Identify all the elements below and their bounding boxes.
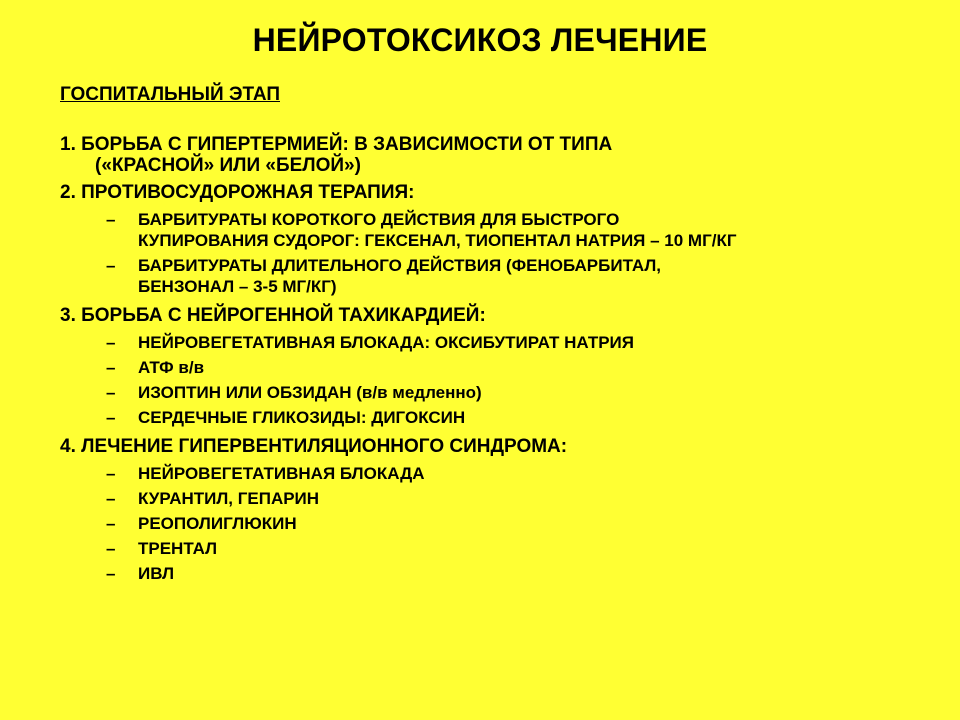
sub-item bbox=[60, 513, 920, 534]
sub-item bbox=[60, 488, 920, 509]
sub-item-text: СЕРДЕЧНЫЕ ГЛИКОЗИДЫ: ДИГОКСИН bbox=[138, 408, 466, 427]
sub-item-text: АТФ в/в bbox=[138, 358, 205, 377]
dash-bullet: – bbox=[106, 408, 116, 427]
sub-item-text: БАРБИТУРАТЫ КОРОТКОГО ДЕЙСТВИЯ ДЛЯ БЫСТРОГО bbox=[138, 210, 620, 229]
sub-item-text: ИВЛ bbox=[138, 564, 175, 583]
list-item-3-sublist bbox=[60, 332, 920, 428]
sub-item-text: БАРБИТУРАТЫ ДЛИТЕЛЬНОГО ДЕЙСТВИЯ (ФЕНОБАРБИТАЛ, bbox=[138, 256, 662, 275]
sub-item-text-continued: КУПИРОВАНИЯ СУДОРОГ: ГЕКСЕНАЛ, ТИОПЕНТАЛ НАТРИЯ – 10 МГ/КГ bbox=[138, 231, 737, 250]
sub-item bbox=[60, 209, 920, 251]
slide-title: НЕЙРОТОКСИКОЗ ЛЕЧЕНИЕ bbox=[252, 22, 708, 58]
dash-bullet: – bbox=[106, 358, 116, 377]
sub-item bbox=[60, 255, 920, 297]
dash-bullet: – bbox=[106, 383, 116, 402]
sub-item-text: НЕЙРОВЕГЕТАТИВНАЯ БЛОКАДА bbox=[138, 464, 425, 483]
slide-content bbox=[60, 80, 920, 592]
list-item-1 bbox=[60, 134, 920, 176]
sub-item-text: ИЗОПТИН ИЛИ ОБЗИДАН (в/в медленно) bbox=[138, 383, 482, 402]
list-item-4: 4. ЛЕЧЕНИЕ ГИПЕРВЕНТИЛЯЦИОННОГО СИНДРОМА: bbox=[60, 436, 568, 457]
list-item-2: 2. ПРОТИВОСУДОРОЖНАЯ ТЕРАПИЯ: bbox=[60, 182, 415, 203]
dash-bullet: – bbox=[106, 256, 116, 275]
list-item-1-label-continued: («КРАСНОЙ» ИЛИ «БЕЛОЙ») bbox=[95, 155, 361, 176]
sub-item-text: ТРЕНТАЛ bbox=[138, 539, 218, 558]
dash-bullet: – bbox=[106, 333, 116, 352]
sub-item-text: КУРАНТИЛ, ГЕПАРИН bbox=[138, 489, 320, 508]
sub-item bbox=[60, 407, 920, 428]
list-item-3: 3. БОРЬБА С НЕЙРОГЕННОЙ ТАХИКАРДИЕЙ: bbox=[60, 305, 486, 326]
sub-item-text-continued: БЕНЗОНАЛ – 3-5 МГ/КГ) bbox=[138, 277, 337, 296]
dash-bullet: – bbox=[106, 539, 116, 558]
sub-item bbox=[60, 538, 920, 559]
sub-item bbox=[60, 463, 920, 484]
dash-bullet: – bbox=[106, 564, 116, 583]
sub-item bbox=[60, 382, 920, 403]
section-heading: ГОСПИТАЛЬНЫЙ ЭТАП bbox=[60, 84, 280, 105]
list-item-1-label: 1. БОРЬБА С ГИПЕРТЕРМИЕЙ: В ЗАВИСИМОСТИ ОТ ТИПА bbox=[60, 134, 613, 155]
dash-bullet: – bbox=[106, 464, 116, 483]
sub-item bbox=[60, 357, 920, 378]
dash-bullet: – bbox=[106, 210, 116, 229]
sub-item-text: НЕЙРОВЕГЕТАТИВНАЯ БЛОКАДА: ОКСИБУТИРАТ НАТРИЯ bbox=[138, 333, 634, 352]
list-item-2-sublist bbox=[60, 209, 920, 297]
sub-item bbox=[60, 332, 920, 353]
sub-item-text: РЕОПОЛИГЛЮКИН bbox=[138, 514, 297, 533]
dash-bullet: – bbox=[106, 489, 116, 508]
list-item-4-sublist bbox=[60, 463, 920, 584]
dash-bullet: – bbox=[106, 514, 116, 533]
sub-item bbox=[60, 563, 920, 584]
